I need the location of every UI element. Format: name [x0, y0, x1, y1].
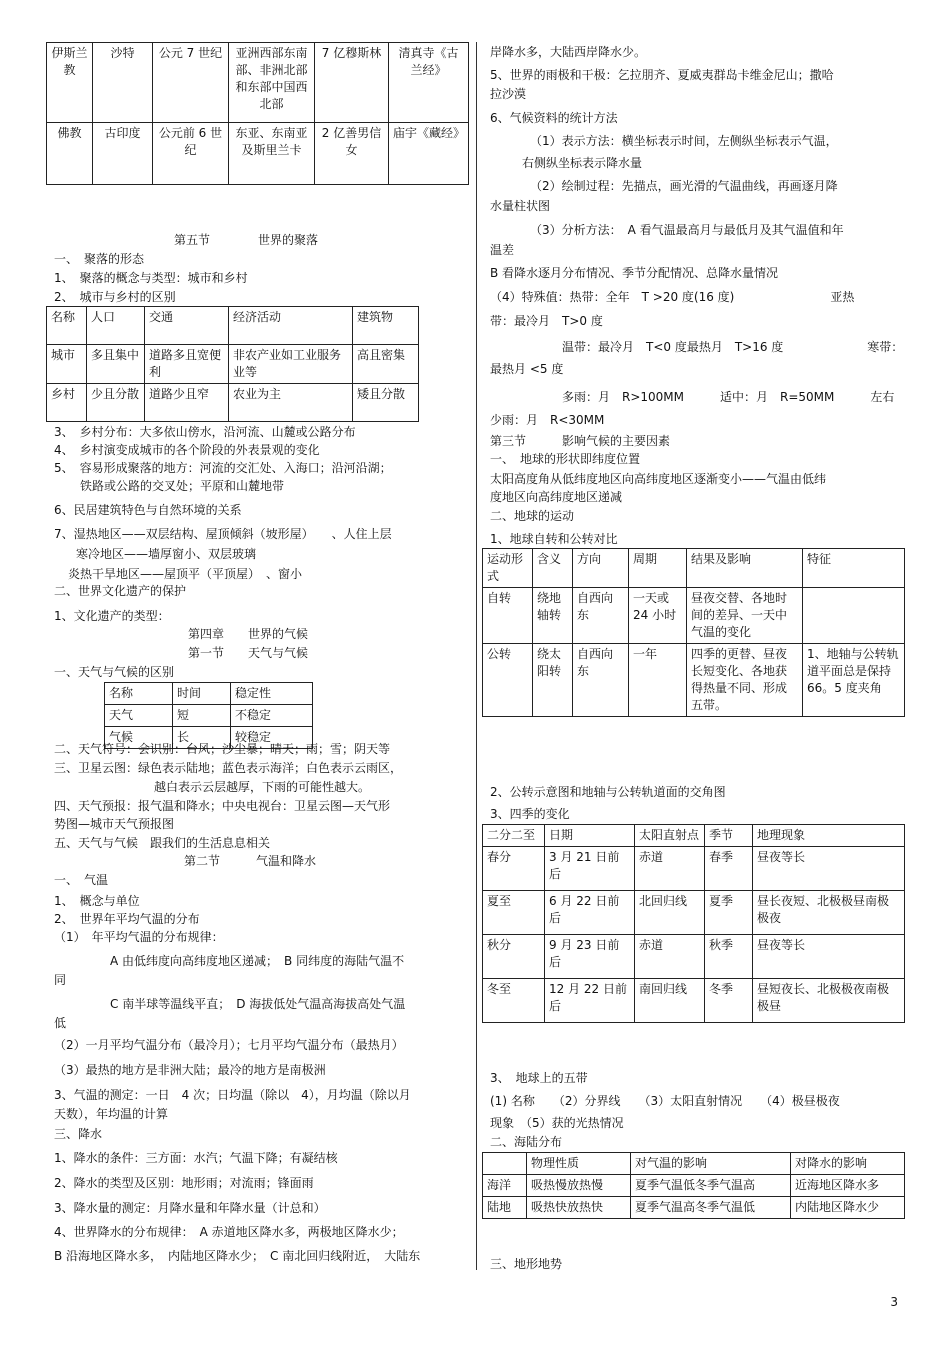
text-line: 右侧纵坐标表示降水量 — [522, 156, 643, 170]
table-cell: 高且密集 — [353, 345, 419, 384]
text-line: 二、地球的运动 — [490, 509, 575, 523]
table-cell: 昼夜交替、各地时间的差异、一天中气温的变化 — [687, 588, 803, 644]
table-cell: 冬季 — [705, 979, 753, 1023]
table-cell: 不稳定 — [231, 705, 313, 727]
table-cell: 1、地轴与公转轨道平面总是保持 66。5 度夹角 — [803, 644, 905, 717]
table-cell: 矮且分散 — [353, 384, 419, 422]
table-header: 二分二至 — [483, 825, 545, 847]
table-row — [483, 935, 905, 979]
table-header — [483, 1153, 527, 1175]
table-cell: 赤道 — [635, 847, 705, 891]
table-cell: 佛教 — [47, 123, 93, 185]
table-cell: 道路少且窄 — [145, 384, 229, 422]
table-cell: 长 — [173, 727, 231, 749]
table-cell: 四季的更替、昼夜长短变化、各地获得热量不同、形成五带。 — [687, 644, 803, 717]
text-line: 炎热干旱地区——屋顶平（平顶屋） 、窗小 — [68, 567, 303, 581]
table-row — [105, 705, 313, 727]
table-cell: 昼长夜短、北极极昼南极极夜 — [753, 891, 905, 935]
table-cell: 多且集中 — [87, 345, 145, 384]
text-line: 3、气温的测定：一日 4 次；日均温（除以 4），月均温（除以月 — [54, 1088, 411, 1102]
text-line: 寒冷地区——墙厚窗小、双层玻璃 — [76, 547, 257, 561]
table-row — [483, 847, 905, 891]
text-line: 7、湿热地区——双层结构、屋顶倾斜（坡形屋） 、人住上层 — [54, 527, 392, 541]
table-header: 特征 — [803, 549, 905, 588]
text-line: 一、 气温 — [54, 873, 109, 887]
text-line: 4、世界降水的分布规律： A 赤道地区降水多，两极地区降水少； — [54, 1225, 404, 1239]
text-line: 1、 聚落的概念与类型：城市和乡村 — [54, 271, 248, 285]
text-line: 2、 世界年平均气温的分布 — [54, 912, 200, 926]
table-cell: 春季 — [705, 847, 753, 891]
table-cell: 东亚、东南亚及斯里兰卡 — [229, 123, 315, 185]
text-line: 最热月 <5 度 — [490, 362, 564, 376]
text-line: 三、地形地势 — [490, 1257, 563, 1271]
table-cell: 绕地轴转 — [533, 588, 573, 644]
sea-land-table — [482, 1152, 905, 1219]
table-cell: 自转 — [483, 588, 533, 644]
text-line: (1) 名称 （2）分界线 （3）太阳直射情况 （4）极昼极夜 — [490, 1094, 840, 1108]
text-line: 1、地球自转和公转对比 — [490, 532, 618, 546]
text-line: 岸降水多，大陆西岸降水少。 — [490, 45, 647, 59]
section-title: 第二节 气温和降水 — [184, 854, 317, 868]
table-cell: 一天或 24 小时 — [629, 588, 687, 644]
table-row — [483, 979, 905, 1023]
text-line: 越白表示云层越厚，下雨的可能性越大。 — [154, 780, 371, 794]
table-cell: 9 月 23 日前后 — [545, 935, 635, 979]
table-cell: 沙特 — [93, 43, 153, 123]
text-line: 三、降水 — [54, 1127, 103, 1141]
text-line: 水量柱状图 — [490, 199, 551, 213]
table-row — [483, 1175, 905, 1197]
table-cell — [803, 588, 905, 644]
text-line: 温带：最冷月 T<0 度最热月 T>16 度 寒带： — [562, 340, 904, 354]
table-row — [483, 1153, 905, 1175]
table-row — [47, 307, 419, 345]
table-header: 对降水的影响 — [791, 1153, 905, 1175]
table-cell: 海洋 — [483, 1175, 527, 1197]
table-cell: 公元 7 世纪 — [153, 43, 229, 123]
page-number: 3 — [890, 1295, 898, 1309]
table-cell: 庙宇《藏经》 — [389, 123, 469, 185]
table-cell: 自西向东 — [573, 588, 629, 644]
text-line: 2、 城市与乡村的区别 — [54, 290, 176, 304]
text-line: 一、天气与气候的区别 — [54, 665, 175, 679]
earth-motion-table — [482, 548, 905, 717]
text-line: （4）特殊值：热带：全年 T >20 度(16 度) 亚热 — [490, 290, 855, 304]
text-line: B 沿海地区降水多， 内陆地区降水少； C 南北回归线附近， 大陆东 — [54, 1249, 421, 1263]
table-header: 稳定性 — [231, 683, 313, 705]
text-line: 3、 乡村分布：大多依山傍水，沿河流、山麓或公路分布 — [54, 425, 356, 439]
table-cell: 道路多且宽便利 — [145, 345, 229, 384]
table-header: 季节 — [705, 825, 753, 847]
table-cell: 乡村 — [47, 384, 87, 422]
table-header: 周期 — [629, 549, 687, 588]
table-cell: 7 亿穆斯林 — [315, 43, 389, 123]
text-line: 二、天气符号：会识别：台风；沙尘暴；晴天；雨；雪；阴天等 — [54, 742, 391, 756]
chapter-title: 第四章 世界的气候 — [188, 627, 309, 641]
text-line: 二、世界文化遗产的保护 — [54, 584, 187, 598]
table-cell: 吸热快放热快 — [527, 1197, 631, 1219]
text-line: （1） 年平均气温的分布规律： — [54, 930, 224, 944]
text-line: 2、降水的类型及区别：地形雨；对流雨；锋面雨 — [54, 1176, 314, 1190]
table-row — [483, 644, 905, 717]
text-line: （2）一月平均气温分布（最冷月）；七月平均气温分布（最热月） — [54, 1038, 404, 1052]
table-cell: 气候 — [105, 727, 173, 749]
table-cell: 绕太阳转 — [533, 644, 573, 717]
column-divider — [476, 42, 477, 1270]
text-line: 1、文化遗产的类型： — [54, 609, 170, 623]
table-cell: 北回归线 — [635, 891, 705, 935]
text-line: 多雨：月 R>100MM 适中：月 R=50MM 左右 — [562, 390, 895, 404]
text-line: 同 — [54, 973, 67, 987]
table-cell: 夏季气温低冬季气温高 — [631, 1175, 791, 1197]
weather-climate-table — [104, 682, 313, 749]
table-cell: 12 月 22 日前后 — [545, 979, 635, 1023]
table-header: 名称 — [47, 307, 87, 345]
table-header: 对气温的影响 — [631, 1153, 791, 1175]
table-header: 时间 — [173, 683, 231, 705]
table-header: 交通 — [145, 307, 229, 345]
table-header: 建筑物 — [353, 307, 419, 345]
table-cell: 吸热慢放热慢 — [527, 1175, 631, 1197]
text-line: 二、海陆分布 — [490, 1135, 563, 1149]
table-cell: 伊斯兰教 — [47, 43, 93, 123]
table-row — [483, 1197, 905, 1219]
table-cell: 一年 — [629, 644, 687, 717]
table-cell: 古印度 — [93, 123, 153, 185]
table-cell: 非农产业如工业服务业等 — [229, 345, 353, 384]
table-header: 人口 — [87, 307, 145, 345]
text-line: 2、公转示意图和地轴与公转轨道面的交角图 — [490, 785, 726, 799]
table-cell: 夏至 — [483, 891, 545, 935]
text-line: 度地区向高纬度地区递减 — [490, 490, 623, 504]
table-cell: 3 月 21 日前后 — [545, 847, 635, 891]
text-line: 3、降水量的测定：月降水量和年降水量（计总和） — [54, 1201, 326, 1215]
text-line: 4、 乡村演变成城市的各个阶段的外表景观的变化 — [54, 443, 320, 457]
table-row — [47, 123, 469, 185]
table-cell: 内陆地区降水少 — [791, 1197, 905, 1219]
table-cell: 赤道 — [635, 935, 705, 979]
table-cell: 陆地 — [483, 1197, 527, 1219]
table-cell: 6 月 22 日前后 — [545, 891, 635, 935]
table-cell: 南回归线 — [635, 979, 705, 1023]
text-line: 带：最冷月 T>0 度 — [490, 314, 603, 328]
text-line: 三、卫星云图：绿色表示陆地；蓝色表示海洋；白色表示云雨区， — [54, 761, 403, 775]
table-row — [483, 588, 905, 644]
table-cell: 少且分散 — [87, 384, 145, 422]
urban-rural-table — [46, 306, 419, 422]
text-line: 5、世界的雨极和干极：乞拉朋齐、夏威夷群岛卡维金尼山；撒哈 — [490, 68, 834, 82]
text-line: C 南半球等温线平直； D 海拔低处气温高海拔高处气温 — [110, 997, 406, 1011]
table-header: 结果及影响 — [687, 549, 803, 588]
text-line: 6、民居建筑特色与自然环境的关系 — [54, 503, 242, 517]
table-row — [47, 43, 469, 123]
table-header: 太阳直射点 — [635, 825, 705, 847]
text-line: 温差 — [490, 243, 515, 257]
table-cell: 秋季 — [705, 935, 753, 979]
table-cell: 天气 — [105, 705, 173, 727]
table-header: 名称 — [105, 683, 173, 705]
table-cell: 短 — [173, 705, 231, 727]
text-line: 少雨：月 R<30MM — [490, 413, 605, 427]
table-row — [47, 345, 419, 384]
text-line: 太阳高度角从低纬度地区向高纬度地区逐渐变小——气温由低纬 — [490, 472, 827, 486]
text-line: 5、 容易形成聚落的地方：河流的交汇处、入海口；沿河沿湖； — [54, 461, 392, 475]
table-cell: 清真寺《古兰经》 — [389, 43, 469, 123]
text-line: 6、气候资料的统计方法 — [490, 111, 618, 125]
text-line: 一、 地球的形状即纬度位置 — [490, 452, 641, 466]
table-cell: 亚洲西部东南部、非洲北部和东部中国西北部 — [229, 43, 315, 123]
table-cell: 公转 — [483, 644, 533, 717]
table-cell: 较稳定 — [231, 727, 313, 749]
text-line: 3、 地球上的五带 — [490, 1071, 588, 1085]
seasons-table — [482, 824, 905, 1023]
table-row — [483, 825, 905, 847]
table-cell: 2 亿善男信女 — [315, 123, 389, 185]
text-line: 四、天气预报：报气温和降水；中央电视台：卫星云图—天气形 — [54, 799, 391, 813]
text-line: 势图—城市天气预报图 — [54, 817, 175, 831]
table-header: 含义 — [533, 549, 573, 588]
table-cell: 城市 — [47, 345, 87, 384]
table-row — [483, 549, 905, 588]
text-line: A 由低纬度向高纬度地区递减； B 同纬度的海陆气温不 — [110, 954, 405, 968]
table-cell: 公元前 6 世纪 — [153, 123, 229, 185]
table-cell: 夏季 — [705, 891, 753, 935]
table-header: 运动形式 — [483, 549, 533, 588]
table-cell: 自西向东 — [573, 644, 629, 717]
table-cell: 春分 — [483, 847, 545, 891]
table-cell: 昼夜等长 — [753, 935, 905, 979]
table-cell: 夏季气温高冬季气温低 — [631, 1197, 791, 1219]
table-row — [483, 891, 905, 935]
section-title: 第三节 影响气候的主要因素 — [490, 434, 671, 448]
table-cell: 近海地区降水多 — [791, 1175, 905, 1197]
table-header: 方向 — [573, 549, 629, 588]
text-line: 现象 （5）获的光热情况 — [490, 1116, 624, 1130]
text-line: 拉沙漠 — [490, 87, 527, 101]
table-cell: 昼短夜长、北极极夜南极极昼 — [753, 979, 905, 1023]
table-header: 日期 — [545, 825, 635, 847]
table-cell: 秋分 — [483, 935, 545, 979]
table-cell: 冬至 — [483, 979, 545, 1023]
section-title: 第一节 天气与气候 — [188, 646, 309, 660]
text-line: B 看降水逐月分布情况、季节分配情况、总降水量情况 — [490, 266, 779, 280]
text-line: 天数），年均温的计算 — [54, 1107, 169, 1121]
text-line: 一、 聚落的形态 — [54, 252, 145, 266]
table-cell: 农业为主 — [229, 384, 353, 422]
table-header: 地理现象 — [753, 825, 905, 847]
table-cell: 昼夜等长 — [753, 847, 905, 891]
text-line: （1）表示方法：横坐标表示时间，左侧纵坐标表示气温， — [530, 134, 838, 148]
table-row — [105, 683, 313, 705]
text-line: 低 — [54, 1016, 67, 1030]
text-line: 3、四季的变化 — [490, 807, 570, 821]
text-line: （2）绘制过程：先描点，画光滑的气温曲线，再画逐月降 — [530, 179, 838, 193]
text-line: （3）最热的地方是非洲大陆；最冷的地方是南极洲 — [54, 1063, 326, 1077]
religion-table — [46, 42, 469, 185]
table-header: 经济活动 — [229, 307, 353, 345]
text-line: （3）分析方法： A 看气温最高月与最低月及其气温值和年 — [530, 223, 844, 237]
text-line: 1、降水的条件：三方面：水汽；气温下降；有凝结核 — [54, 1151, 338, 1165]
table-row — [47, 384, 419, 422]
text-line: 1、 概念与单位 — [54, 894, 140, 908]
text-line: 五、天气与气候 跟我们的生活息息相关 — [54, 836, 271, 850]
table-header: 物理性质 — [527, 1153, 631, 1175]
text-line: 铁路或公路的交叉处；平原和山麓地带 — [80, 479, 285, 493]
section-title: 第五节 世界的聚落 — [174, 233, 319, 247]
